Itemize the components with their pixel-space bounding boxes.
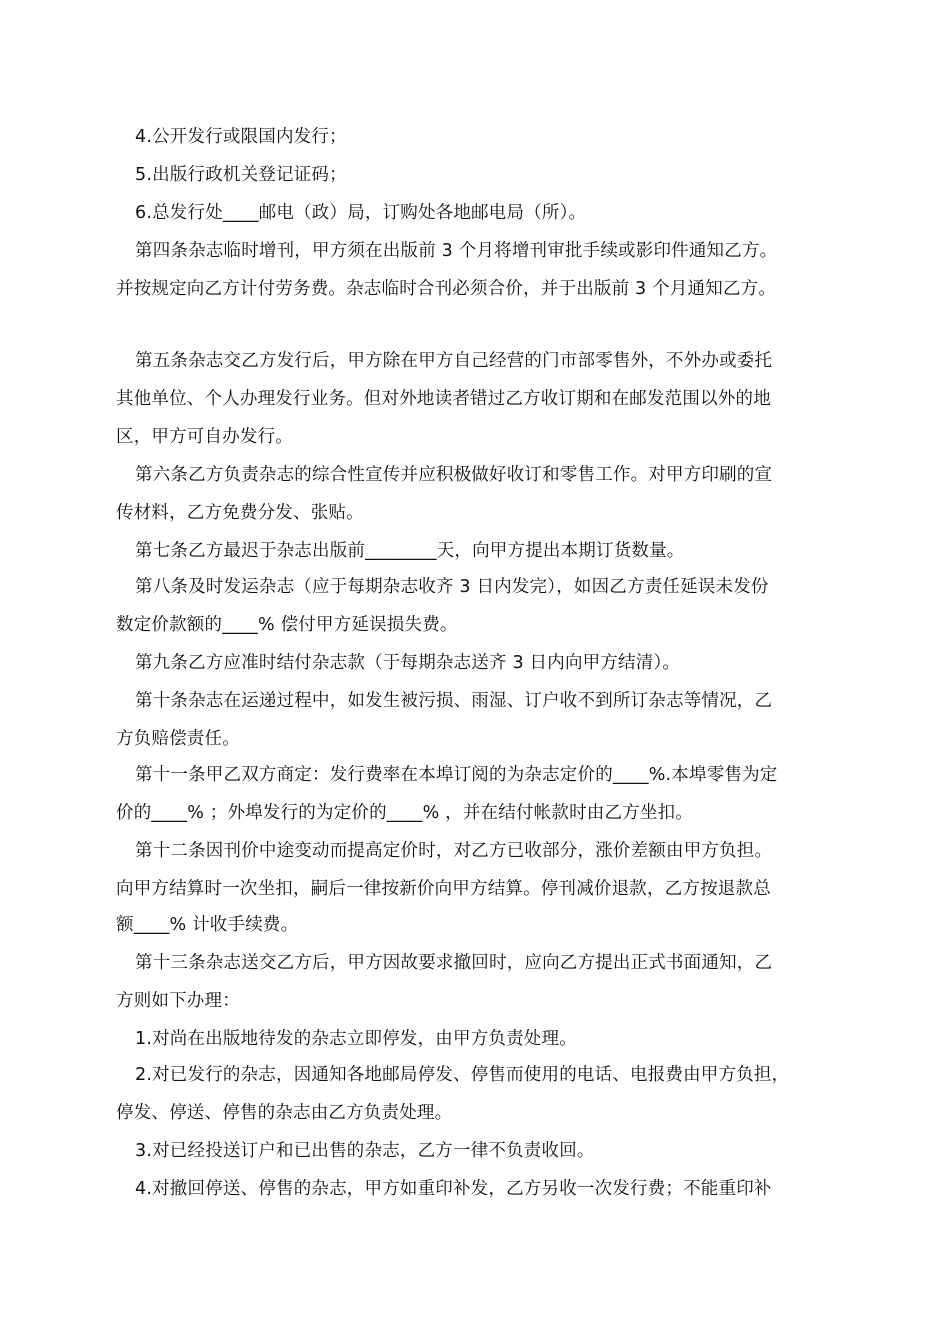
article-11-line-2: 价的____% ；外埠发行的为定价的____% ，并在结付帐款时由乙方坐扣。 (116, 803, 693, 823)
article-9-line-1: 第九条乙方应准时结付杂志款（于每期杂志送齐 3 日内向甲方结清）。 (135, 653, 681, 673)
article-11-line-1: 第十一条甲乙双方商定：发行费率在本埠订阅的为杂志定价的____%.本埠零售为定 (135, 765, 778, 785)
article-12-line-1: 第十二条因刊价中途变动而提高定价时，对乙方已收部分，涨价差额由甲方负担。 (135, 841, 773, 861)
clause-item-4: 4.公开发行或限国内发行； (135, 127, 347, 147)
article-6-line-2: 传材料，乙方免费分发、张贴。 (116, 503, 364, 523)
article-13-line-1: 第十三条杂志送交乙方后，甲方因故要求撤回时，应向乙方提出正式书面通知，乙 (135, 953, 773, 973)
article-6-line-1: 第六条乙方负责杂志的综合性宣传并应积极做好收订和零售工作。对甲方印刷的宣 (135, 465, 773, 485)
article-13-item-2-line-1: 2.对已发行的杂志，因通知各地邮局停发、停售而使用的电话、电报费由甲方负担， (135, 1065, 790, 1085)
clause-item-6: 6.总发行处____邮电（政）局，订购处各地邮电局（所）。 (135, 203, 587, 223)
article-10-line-2: 方负赔偿责任。 (116, 729, 240, 749)
article-13-item-3: 3.对已经投送订户和已出售的杂志，乙方一律不负责收回。 (135, 1141, 595, 1161)
article-4-line-2: 并按规定向乙方计付劳务费。杂志临时合刊必须合价，并于出版前 3 个月通知乙方。 (116, 279, 777, 299)
article-12-line-2: 向甲方结算时一次坐扣，嗣后一律按新价向甲方结算。停刊减价退款，乙方按退款总 (116, 879, 771, 899)
article-13-item-2-line-2: 停发、停送、停售的杂志由乙方负责处理。 (116, 1103, 453, 1123)
article-5-line-1: 第五条杂志交乙方发行后，甲方除在甲方自己经营的门市部零售外，不外办或委托 (135, 351, 773, 371)
article-5-line-3: 区，甲方可自办发行。 (116, 427, 293, 447)
article-4-line-1: 第四条杂志临时增刊，甲方须在出版前 3 个月将增刊审批手续或影印件通知乙方。 (135, 241, 778, 261)
article-10-line-1: 第十条杂志在运递过程中，如发生被污损、雨湿、订户收不到所订杂志等情况，乙 (135, 691, 773, 711)
article-13-item-1: 1.对尚在出版地待发的杂志立即停发，由甲方负责处理。 (135, 1029, 577, 1049)
article-8-line-1: 第八条及时发运杂志（应于每期杂志收齐 3 日内发完），如因乙方责任延误未发份 (135, 577, 769, 597)
article-7-line-1: 第七条乙方最迟于杂志出版前________天，向甲方提出本期订货数量。 (135, 541, 685, 561)
article-8-line-2: 数定价款额的____% 偿付甲方延误损失费。 (116, 615, 458, 635)
clause-item-5: 5.出版行政机关登记证码； (135, 165, 347, 185)
article-12-line-3: 额____% 计收手续费。 (116, 915, 299, 935)
article-5-line-2: 其他单位、个人办理发行业务。但对外地读者错过乙方收订期和在邮发范围以外的地 (116, 389, 771, 409)
article-13-item-4: 4.对撤回停送、停售的杂志，甲方如重印补发，乙方另收一次发行费；不能重印补 (135, 1179, 772, 1199)
article-13-line-2: 方则如下办理： (116, 991, 240, 1011)
